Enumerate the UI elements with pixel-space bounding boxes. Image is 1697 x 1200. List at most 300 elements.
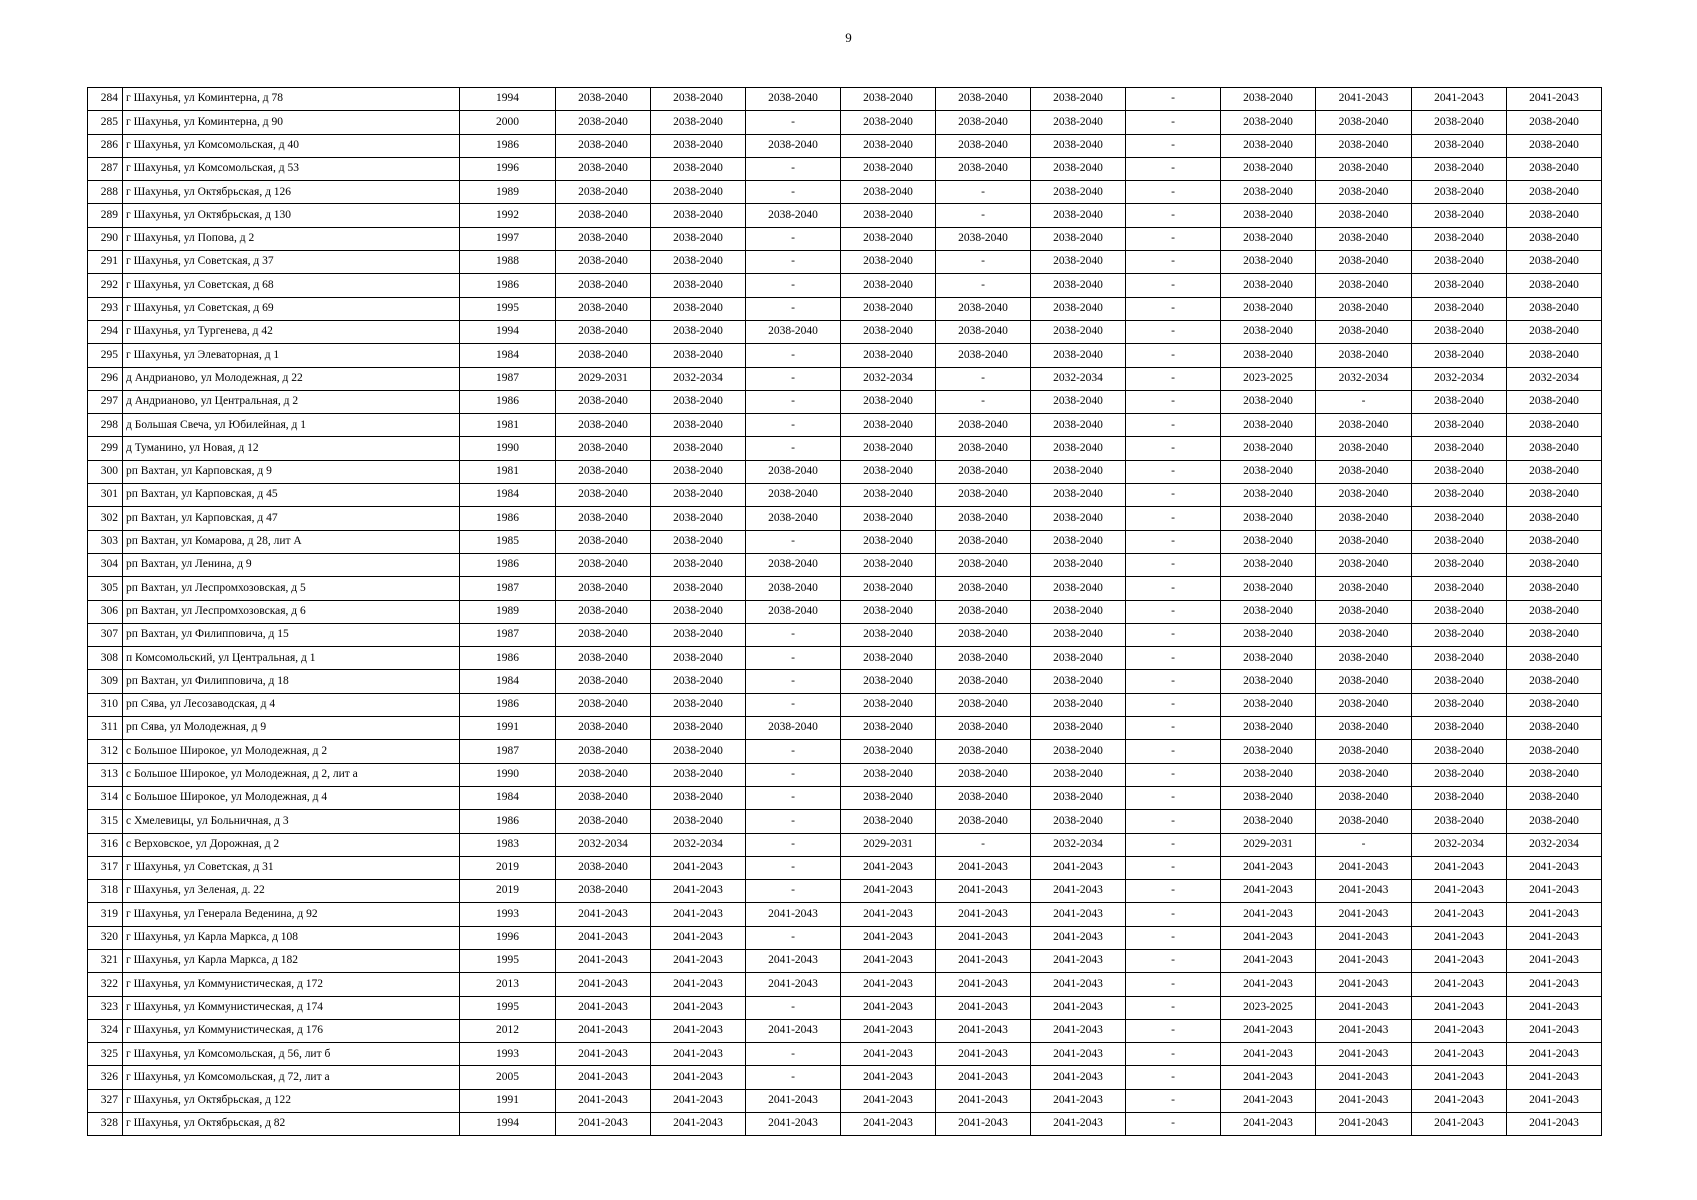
cell-period-9: 2038-2040 xyxy=(1316,227,1412,250)
cell-period-8: 2038-2040 xyxy=(1221,530,1316,553)
cell-period-7: - xyxy=(1126,880,1221,903)
cell-period-10: 2038-2040 xyxy=(1412,647,1507,670)
cell-period-7: - xyxy=(1126,693,1221,716)
cell-period-9: 2038-2040 xyxy=(1316,577,1412,600)
table-row xyxy=(88,344,1602,367)
cell-period-1: 2038-2040 xyxy=(556,880,651,903)
cell-period-3: 2041-2043 xyxy=(746,949,841,972)
cell-period-10: 2041-2043 xyxy=(1412,1019,1507,1042)
cell-period-6: 2038-2040 xyxy=(1031,227,1126,250)
cell-row-number: 308 xyxy=(88,647,123,670)
cell-period-9: 2038-2040 xyxy=(1316,693,1412,716)
cell-build-year: 1990 xyxy=(460,763,556,786)
cell-row-number: 322 xyxy=(88,973,123,996)
cell-row-number: 326 xyxy=(88,1066,123,1089)
cell-period-3: - xyxy=(746,297,841,320)
cell-period-2: 2041-2043 xyxy=(651,1043,746,1066)
table-row xyxy=(88,973,1602,996)
cell-period-1: 2041-2043 xyxy=(556,903,651,926)
cell-period-4: 2041-2043 xyxy=(841,903,936,926)
cell-period-11: 2038-2040 xyxy=(1507,484,1602,507)
cell-period-6: 2038-2040 xyxy=(1031,134,1126,157)
cell-period-1: 2038-2040 xyxy=(556,320,651,343)
cell-period-5: 2038-2040 xyxy=(936,623,1031,646)
cell-period-1: 2041-2043 xyxy=(556,1043,651,1066)
cell-period-5: 2038-2040 xyxy=(936,553,1031,576)
cell-period-11: 2038-2040 xyxy=(1507,134,1602,157)
cell-period-7: - xyxy=(1126,134,1221,157)
cell-period-2: 2038-2040 xyxy=(651,647,746,670)
cell-row-number: 321 xyxy=(88,949,123,972)
cell-row-number: 317 xyxy=(88,856,123,879)
cell-period-1: 2038-2040 xyxy=(556,763,651,786)
cell-period-2: 2038-2040 xyxy=(651,553,746,576)
cell-period-2: 2038-2040 xyxy=(651,530,746,553)
cell-address: рп Вахтан, ул Филипповича, д 15 xyxy=(123,623,460,646)
cell-build-year: 1986 xyxy=(460,507,556,530)
cell-period-8: 2038-2040 xyxy=(1221,786,1316,809)
cell-build-year: 2019 xyxy=(460,856,556,879)
cell-period-3: - xyxy=(746,623,841,646)
cell-period-9: 2032-2034 xyxy=(1316,367,1412,390)
cell-period-9: 2041-2043 xyxy=(1316,1019,1412,1042)
cell-period-5: 2038-2040 xyxy=(936,134,1031,157)
table-row xyxy=(88,251,1602,274)
cell-period-9: 2038-2040 xyxy=(1316,623,1412,646)
cell-period-11: 2038-2040 xyxy=(1507,577,1602,600)
cell-period-9: 2038-2040 xyxy=(1316,530,1412,553)
cell-period-3: 2038-2040 xyxy=(746,484,841,507)
cell-period-8: 2038-2040 xyxy=(1221,693,1316,716)
cell-period-7: - xyxy=(1126,297,1221,320)
cell-period-10: 2041-2043 xyxy=(1412,949,1507,972)
cell-period-4: 2038-2040 xyxy=(841,484,936,507)
cell-period-3: 2038-2040 xyxy=(746,717,841,740)
cell-period-8: 2041-2043 xyxy=(1221,949,1316,972)
cell-period-5: - xyxy=(936,204,1031,227)
cell-period-9: 2038-2040 xyxy=(1316,437,1412,460)
cell-period-5: - xyxy=(936,367,1031,390)
cell-period-5: 2041-2043 xyxy=(936,1089,1031,1112)
table-row xyxy=(88,949,1602,972)
cell-period-4: 2041-2043 xyxy=(841,1019,936,1042)
cell-row-number: 316 xyxy=(88,833,123,856)
cell-period-10: 2038-2040 xyxy=(1412,810,1507,833)
table-row xyxy=(88,460,1602,483)
cell-period-11: 2041-2043 xyxy=(1507,926,1602,949)
cell-period-6: 2038-2040 xyxy=(1031,181,1126,204)
cell-period-3: - xyxy=(746,344,841,367)
cell-address: г Шахунья, ул Октябрьская, д 122 xyxy=(123,1089,460,1112)
cell-period-7: - xyxy=(1126,623,1221,646)
cell-period-9: 2041-2043 xyxy=(1316,1066,1412,1089)
cell-period-3: - xyxy=(746,111,841,134)
cell-row-number: 298 xyxy=(88,414,123,437)
cell-period-8: 2038-2040 xyxy=(1221,204,1316,227)
cell-period-2: 2038-2040 xyxy=(651,344,746,367)
cell-period-8: 2038-2040 xyxy=(1221,717,1316,740)
cell-period-1: 2038-2040 xyxy=(556,810,651,833)
cell-address: рп Вахтан, ул Комарова, д 28, лит А xyxy=(123,530,460,553)
cell-period-10: 2032-2034 xyxy=(1412,833,1507,856)
cell-row-number: 302 xyxy=(88,507,123,530)
cell-address: рп Вахтан, ул Карповская, д 9 xyxy=(123,460,460,483)
cell-period-9: 2038-2040 xyxy=(1316,647,1412,670)
cell-period-3: - xyxy=(746,1066,841,1089)
cell-period-7: - xyxy=(1126,926,1221,949)
cell-period-10: 2038-2040 xyxy=(1412,320,1507,343)
cell-period-1: 2032-2034 xyxy=(556,833,651,856)
cell-period-2: 2038-2040 xyxy=(651,600,746,623)
cell-period-10: 2038-2040 xyxy=(1412,600,1507,623)
cell-period-9: 2038-2040 xyxy=(1316,414,1412,437)
cell-period-2: 2038-2040 xyxy=(651,786,746,809)
cell-period-9: 2038-2040 xyxy=(1316,320,1412,343)
cell-row-number: 309 xyxy=(88,670,123,693)
cell-period-11: 2038-2040 xyxy=(1507,390,1602,413)
cell-period-9: 2038-2040 xyxy=(1316,181,1412,204)
cell-period-2: 2038-2040 xyxy=(651,810,746,833)
cell-build-year: 1996 xyxy=(460,157,556,180)
cell-period-2: 2038-2040 xyxy=(651,111,746,134)
cell-period-5: 2038-2040 xyxy=(936,227,1031,250)
cell-period-11: 2038-2040 xyxy=(1507,460,1602,483)
cell-period-4: 2041-2043 xyxy=(841,973,936,996)
cell-address: с Хмелевицы, ул Больничная, д 3 xyxy=(123,810,460,833)
cell-build-year: 1991 xyxy=(460,717,556,740)
cell-period-6: 2038-2040 xyxy=(1031,600,1126,623)
cell-period-7: - xyxy=(1126,274,1221,297)
cell-period-8: 2041-2043 xyxy=(1221,973,1316,996)
cell-period-6: 2038-2040 xyxy=(1031,297,1126,320)
cell-period-4: 2041-2043 xyxy=(841,996,936,1019)
cell-period-6: 2038-2040 xyxy=(1031,647,1126,670)
cell-period-10: 2038-2040 xyxy=(1412,623,1507,646)
cell-period-8: 2038-2040 xyxy=(1221,507,1316,530)
cell-build-year: 1989 xyxy=(460,181,556,204)
cell-period-5: 2041-2043 xyxy=(936,1113,1031,1136)
cell-period-4: 2038-2040 xyxy=(841,88,936,111)
cell-period-4: 2041-2043 xyxy=(841,1113,936,1136)
cell-address: г Шахунья, ул Октябрьская, д 130 xyxy=(123,204,460,227)
cell-row-number: 303 xyxy=(88,530,123,553)
cell-period-10: 2038-2040 xyxy=(1412,786,1507,809)
cell-period-5: 2038-2040 xyxy=(936,344,1031,367)
cell-period-1: 2038-2040 xyxy=(556,344,651,367)
cell-period-2: 2038-2040 xyxy=(651,297,746,320)
cell-build-year: 1986 xyxy=(460,274,556,297)
cell-period-4: 2038-2040 xyxy=(841,297,936,320)
cell-period-10: 2041-2043 xyxy=(1412,1089,1507,1112)
table-row xyxy=(88,740,1602,763)
cell-address: г Шахунья, ул Зеленая, д. 22 xyxy=(123,880,460,903)
cell-period-1: 2041-2043 xyxy=(556,949,651,972)
cell-period-7: - xyxy=(1126,1043,1221,1066)
cell-period-5: 2038-2040 xyxy=(936,670,1031,693)
cell-period-9: 2038-2040 xyxy=(1316,274,1412,297)
cell-build-year: 2019 xyxy=(460,880,556,903)
cell-period-7: - xyxy=(1126,1066,1221,1089)
cell-period-10: 2041-2043 xyxy=(1412,880,1507,903)
cell-period-6: 2038-2040 xyxy=(1031,786,1126,809)
cell-period-7: - xyxy=(1126,903,1221,926)
cell-period-1: 2038-2040 xyxy=(556,251,651,274)
cell-period-2: 2038-2040 xyxy=(651,414,746,437)
cell-period-4: 2038-2040 xyxy=(841,390,936,413)
cell-period-10: 2041-2043 xyxy=(1412,973,1507,996)
cell-address: рп Вахтан, ул Леспромхозовская, д 6 xyxy=(123,600,460,623)
cell-period-7: - xyxy=(1126,740,1221,763)
cell-period-4: 2032-2034 xyxy=(841,367,936,390)
cell-period-11: 2038-2040 xyxy=(1507,157,1602,180)
cell-period-6: 2038-2040 xyxy=(1031,111,1126,134)
cell-period-1: 2041-2043 xyxy=(556,926,651,949)
cell-period-10: 2038-2040 xyxy=(1412,460,1507,483)
table-row xyxy=(88,926,1602,949)
cell-period-11: 2041-2043 xyxy=(1507,880,1602,903)
cell-period-2: 2038-2040 xyxy=(651,484,746,507)
table-row xyxy=(88,717,1602,740)
cell-period-2: 2041-2043 xyxy=(651,996,746,1019)
cell-row-number: 306 xyxy=(88,600,123,623)
cell-period-3: 2038-2040 xyxy=(746,320,841,343)
cell-period-5: 2038-2040 xyxy=(936,600,1031,623)
cell-period-1: 2029-2031 xyxy=(556,367,651,390)
cell-period-10: 2038-2040 xyxy=(1412,204,1507,227)
cell-row-number: 314 xyxy=(88,786,123,809)
table-row xyxy=(88,227,1602,250)
cell-period-8: 2038-2040 xyxy=(1221,600,1316,623)
cell-period-7: - xyxy=(1126,600,1221,623)
cell-period-2: 2041-2043 xyxy=(651,1066,746,1089)
cell-period-7: - xyxy=(1126,856,1221,879)
table-row xyxy=(88,623,1602,646)
cell-address: с Большое Широкое, ул Молодежная, д 2, лит а xyxy=(123,763,460,786)
cell-period-1: 2041-2043 xyxy=(556,1113,651,1136)
cell-period-5: 2038-2040 xyxy=(936,786,1031,809)
cell-period-4: 2038-2040 xyxy=(841,157,936,180)
table-row xyxy=(88,320,1602,343)
cell-period-5: 2038-2040 xyxy=(936,111,1031,134)
table-row xyxy=(88,1089,1602,1112)
cell-period-11: 2038-2040 xyxy=(1507,251,1602,274)
cell-period-3: - xyxy=(746,274,841,297)
cell-period-11: 2038-2040 xyxy=(1507,786,1602,809)
cell-period-5: 2041-2043 xyxy=(936,880,1031,903)
cell-period-8: 2038-2040 xyxy=(1221,274,1316,297)
cell-period-4: 2038-2040 xyxy=(841,740,936,763)
cell-period-5: 2038-2040 xyxy=(936,693,1031,716)
cell-period-3: - xyxy=(746,227,841,250)
cell-period-1: 2038-2040 xyxy=(556,111,651,134)
cell-period-1: 2038-2040 xyxy=(556,181,651,204)
cell-period-6: 2038-2040 xyxy=(1031,507,1126,530)
cell-period-10: 2038-2040 xyxy=(1412,553,1507,576)
cell-address: г Шахунья, ул Коммунистическая, д 172 xyxy=(123,973,460,996)
cell-period-6: 2038-2040 xyxy=(1031,437,1126,460)
cell-period-11: 2032-2034 xyxy=(1507,833,1602,856)
cell-period-9: 2038-2040 xyxy=(1316,600,1412,623)
cell-build-year: 1993 xyxy=(460,903,556,926)
cell-period-3: 2041-2043 xyxy=(746,1113,841,1136)
cell-period-7: - xyxy=(1126,553,1221,576)
cell-period-11: 2041-2043 xyxy=(1507,996,1602,1019)
cell-period-2: 2038-2040 xyxy=(651,134,746,157)
cell-period-6: 2038-2040 xyxy=(1031,390,1126,413)
cell-period-8: 2038-2040 xyxy=(1221,320,1316,343)
cell-period-3: - xyxy=(746,390,841,413)
table-row xyxy=(88,297,1602,320)
cell-row-number: 295 xyxy=(88,344,123,367)
cell-period-6: 2038-2040 xyxy=(1031,740,1126,763)
cell-period-6: 2038-2040 xyxy=(1031,344,1126,367)
table-row xyxy=(88,134,1602,157)
cell-period-1: 2038-2040 xyxy=(556,600,651,623)
cell-period-11: 2038-2040 xyxy=(1507,320,1602,343)
cell-period-7: - xyxy=(1126,414,1221,437)
cell-period-4: 2029-2031 xyxy=(841,833,936,856)
cell-period-5: 2038-2040 xyxy=(936,577,1031,600)
table-row xyxy=(88,670,1602,693)
cell-period-9: 2041-2043 xyxy=(1316,926,1412,949)
cell-period-10: 2038-2040 xyxy=(1412,390,1507,413)
cell-period-6: 2038-2040 xyxy=(1031,717,1126,740)
cell-period-8: 2038-2040 xyxy=(1221,390,1316,413)
cell-period-3: 2038-2040 xyxy=(746,204,841,227)
cell-period-8: 2041-2043 xyxy=(1221,1019,1316,1042)
cell-period-4: 2038-2040 xyxy=(841,320,936,343)
cell-period-11: 2041-2043 xyxy=(1507,1043,1602,1066)
cell-period-5: - xyxy=(936,251,1031,274)
cell-period-7: - xyxy=(1126,157,1221,180)
cell-period-7: - xyxy=(1126,111,1221,134)
cell-period-7: - xyxy=(1126,437,1221,460)
cell-period-5: 2041-2043 xyxy=(936,973,1031,996)
cell-period-11: 2038-2040 xyxy=(1507,437,1602,460)
cell-period-7: - xyxy=(1126,320,1221,343)
cell-period-5: 2038-2040 xyxy=(936,763,1031,786)
cell-period-5: 2038-2040 xyxy=(936,88,1031,111)
cell-period-6: 2038-2040 xyxy=(1031,810,1126,833)
cell-period-5: 2041-2043 xyxy=(936,996,1031,1019)
cell-period-10: 2038-2040 xyxy=(1412,134,1507,157)
cell-period-3: - xyxy=(746,833,841,856)
cell-period-6: 2041-2043 xyxy=(1031,1066,1126,1089)
cell-period-11: 2041-2043 xyxy=(1507,1019,1602,1042)
cell-period-4: 2038-2040 xyxy=(841,414,936,437)
cell-period-1: 2038-2040 xyxy=(556,647,651,670)
cell-period-6: 2041-2043 xyxy=(1031,1019,1126,1042)
cell-build-year: 1989 xyxy=(460,600,556,623)
cell-period-1: 2038-2040 xyxy=(556,553,651,576)
cell-period-10: 2038-2040 xyxy=(1412,693,1507,716)
table-row xyxy=(88,600,1602,623)
table-row xyxy=(88,1066,1602,1089)
cell-period-10: 2038-2040 xyxy=(1412,227,1507,250)
cell-period-3: - xyxy=(746,786,841,809)
cell-period-1: 2041-2043 xyxy=(556,1019,651,1042)
cell-period-8: 2038-2040 xyxy=(1221,251,1316,274)
cell-period-4: 2038-2040 xyxy=(841,577,936,600)
cell-row-number: 284 xyxy=(88,88,123,111)
cell-address: п Комсомольский, ул Центральная, д 1 xyxy=(123,647,460,670)
cell-period-11: 2038-2040 xyxy=(1507,204,1602,227)
cell-period-1: 2038-2040 xyxy=(556,134,651,157)
cell-period-11: 2038-2040 xyxy=(1507,740,1602,763)
cell-period-3: - xyxy=(746,530,841,553)
cell-period-8: 2041-2043 xyxy=(1221,1066,1316,1089)
cell-period-1: 2038-2040 xyxy=(556,157,651,180)
cell-period-8: 2038-2040 xyxy=(1221,227,1316,250)
cell-period-8: 2038-2040 xyxy=(1221,553,1316,576)
cell-address: рп Вахтан, ул Леспромхозовская, д 5 xyxy=(123,577,460,600)
cell-build-year: 1991 xyxy=(460,1089,556,1112)
cell-period-5: 2041-2043 xyxy=(936,1066,1031,1089)
cell-period-3: - xyxy=(746,880,841,903)
cell-period-6: 2038-2040 xyxy=(1031,251,1126,274)
cell-period-4: 2038-2040 xyxy=(841,693,936,716)
cell-period-1: 2038-2040 xyxy=(556,460,651,483)
cell-period-7: - xyxy=(1126,204,1221,227)
cell-period-3: 2038-2040 xyxy=(746,577,841,600)
cell-period-1: 2041-2043 xyxy=(556,1066,651,1089)
cell-period-9: 2041-2043 xyxy=(1316,1113,1412,1136)
cell-period-9: 2041-2043 xyxy=(1316,973,1412,996)
cell-row-number: 290 xyxy=(88,227,123,250)
cell-address: г Шахунья, ул Коминтерна, д 90 xyxy=(123,111,460,134)
cell-period-5: 2038-2040 xyxy=(936,157,1031,180)
cell-period-8: 2041-2043 xyxy=(1221,1089,1316,1112)
cell-period-9: 2038-2040 xyxy=(1316,717,1412,740)
cell-period-9: 2038-2040 xyxy=(1316,763,1412,786)
cell-period-10: 2038-2040 xyxy=(1412,181,1507,204)
cell-period-5: 2038-2040 xyxy=(936,484,1031,507)
cell-period-7: - xyxy=(1126,390,1221,413)
cell-period-1: 2038-2040 xyxy=(556,740,651,763)
cell-period-6: 2038-2040 xyxy=(1031,693,1126,716)
cell-build-year: 1981 xyxy=(460,414,556,437)
cell-period-6: 2032-2034 xyxy=(1031,833,1126,856)
table-row xyxy=(88,786,1602,809)
cell-period-3: - xyxy=(746,181,841,204)
cell-period-2: 2041-2043 xyxy=(651,856,746,879)
cell-period-8: 2041-2043 xyxy=(1221,1043,1316,1066)
cell-period-11: 2038-2040 xyxy=(1507,111,1602,134)
cell-period-10: 2038-2040 xyxy=(1412,670,1507,693)
cell-period-9: 2038-2040 xyxy=(1316,111,1412,134)
cell-period-11: 2041-2043 xyxy=(1507,856,1602,879)
cell-period-8: 2038-2040 xyxy=(1221,484,1316,507)
cell-address: г Шахунья, ул Элеваторная, д 1 xyxy=(123,344,460,367)
cell-period-8: 2038-2040 xyxy=(1221,181,1316,204)
cell-period-5: 2038-2040 xyxy=(936,740,1031,763)
cell-period-4: 2038-2040 xyxy=(841,274,936,297)
cell-period-8: 2029-2031 xyxy=(1221,833,1316,856)
cell-period-3: - xyxy=(746,437,841,460)
cell-build-year: 1990 xyxy=(460,437,556,460)
cell-period-8: 2038-2040 xyxy=(1221,111,1316,134)
table-row xyxy=(88,1113,1602,1136)
cell-address: г Шахунья, ул Генерала Веденина, д 92 xyxy=(123,903,460,926)
cell-address: г Шахунья, ул Коминтерна, д 78 xyxy=(123,88,460,111)
cell-period-3: - xyxy=(746,810,841,833)
cell-period-4: 2038-2040 xyxy=(841,344,936,367)
cell-period-11: 2038-2040 xyxy=(1507,693,1602,716)
cell-period-5: 2041-2043 xyxy=(936,856,1031,879)
cell-build-year: 1986 xyxy=(460,810,556,833)
cell-period-1: 2038-2040 xyxy=(556,274,651,297)
cell-period-7: - xyxy=(1126,181,1221,204)
